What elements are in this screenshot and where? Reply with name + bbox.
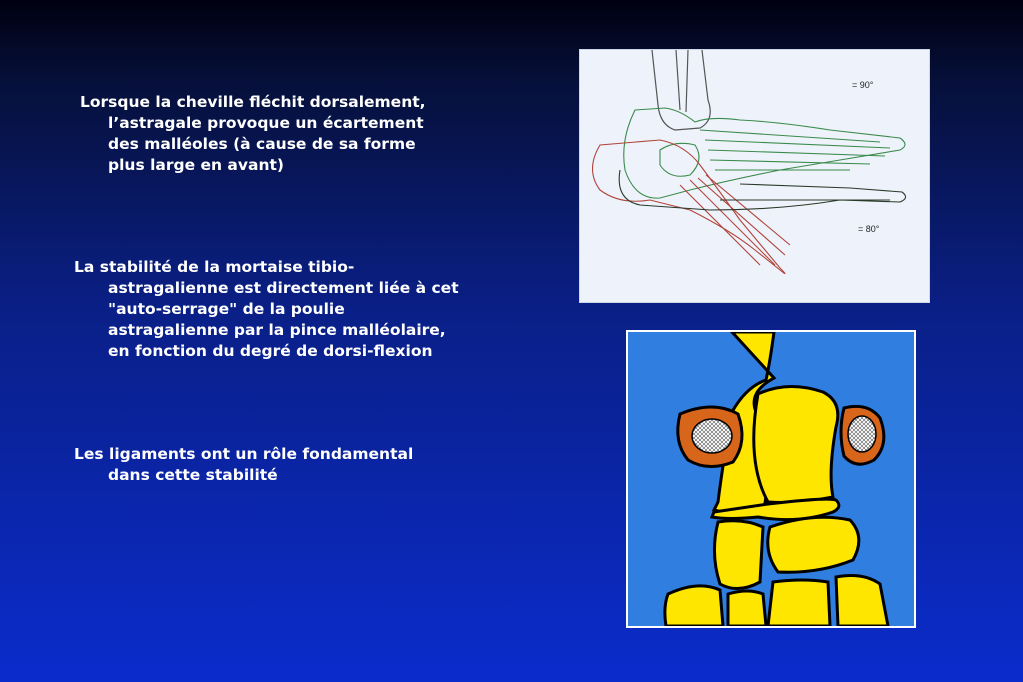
- foot-outline-80: [593, 140, 791, 274]
- paragraph-line: Les ligaments ont un rôle fondamental: [74, 445, 414, 463]
- navicular-bone: [768, 517, 859, 572]
- paragraph-line: en fonction du degré de dorsi-flexion: [108, 342, 433, 360]
- foot-flexion-drawing: [580, 50, 929, 302]
- paragraph-line: astragalienne par la pince malléolaire,: [108, 321, 446, 339]
- paragraph-line: l’astragale provoque un écartement: [108, 114, 424, 132]
- lateral-malleolus: [678, 407, 742, 467]
- paragraph-line: La stabilité de la mortaise tibio-: [74, 258, 355, 276]
- tarsal-left: [714, 521, 763, 589]
- leg-bones: [652, 50, 710, 130]
- foot-flexion-diagram: [579, 49, 930, 303]
- angle-label-90: = 90°: [852, 80, 874, 90]
- paragraph-line: dans cette stabilité: [108, 466, 278, 484]
- paragraph-line: "auto-serrage" de la poulie: [108, 300, 345, 318]
- paragraph-stability: [74, 257, 459, 362]
- paragraph-ligaments: [74, 444, 413, 486]
- paragraph-line: plus large en avant): [108, 156, 284, 174]
- metatarsal-2: [728, 591, 766, 626]
- paragraph-dorsiflexion: [80, 92, 426, 176]
- medial-malleolus: [841, 406, 884, 464]
- angle-label-80: = 80°: [858, 224, 880, 234]
- foot-outline-dark: [619, 170, 905, 210]
- yellow-bones: [665, 332, 888, 626]
- metatarsal-3: [768, 580, 830, 626]
- paragraph-line: des malléoles (à cause de sa forme: [108, 135, 416, 153]
- metatarsal-1: [665, 586, 723, 626]
- metatarsal-4: [836, 576, 888, 626]
- paragraph-line: Lorsque la cheville fléchit dorsalement,: [80, 93, 426, 111]
- ankle-mortise-diagram: [626, 330, 916, 628]
- talus-upper: [754, 386, 838, 502]
- ankle-mortise-drawing: [628, 332, 914, 626]
- paragraph-line: astragalienne est directement liée à cet: [108, 279, 459, 297]
